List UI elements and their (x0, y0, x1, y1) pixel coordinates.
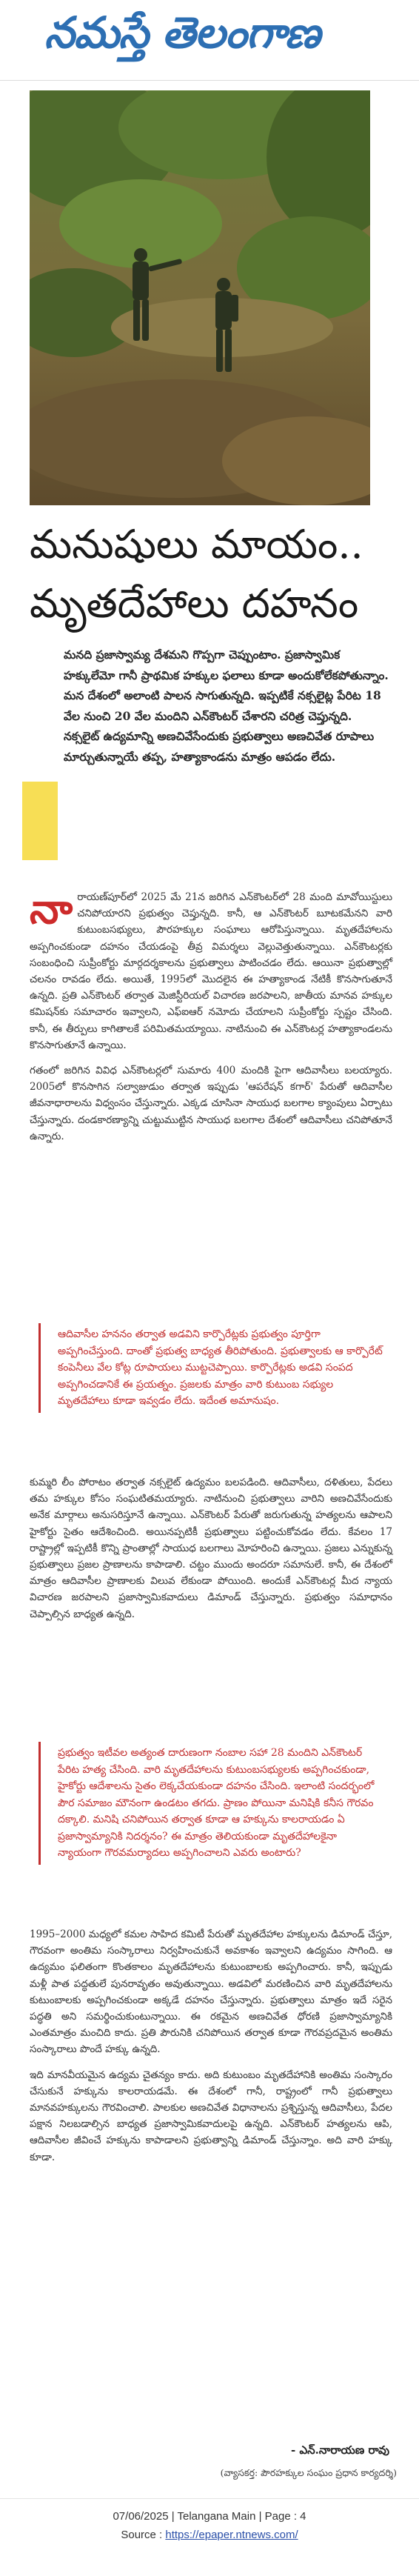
pull-quote-rule (38, 1323, 41, 1413)
masthead (0, 0, 419, 81)
paragraph-3: కుమ్మరి లీం పోరాటం తర్వాత నక్సలైట్ ఉద్యమం బలపడింది. ఆదివాసీలు, దళితులు, పేదలు తమ హక్కుల కోసం సంఘటితమయ్యారు. నాటినుంచి ప్రభుత్వాలు వారిని అణచివేసేందుకు అనేక మార్గాలు అనుసరిస్తూనే ఉన్నాయి. ఎన్‌కౌంటర్ పేరుతో జరుగుతున్న హత్యలను ఆపాలని హైకోర్టు సైతం ఆదేశించింది. అయినప్పటికీ ప్రభుత్వాలు పట్టించుకోవడం లేదు. కేవలం 17 రాష్ట్రాల్లో ఇప్పటికీ కొన్ని ప్రాంతాల్లో సాయుధ బలగాలు మోహరించి ఉన్నాయి. ప్రజలు ఎన్నుకున్న ప్రభుత్వాలు ప్రజల ప్రాణాలను కాపాడాలి. చట్టం ముందు అందరూ సమానులే. కానీ, ఈ దేశంలో మాత్రం ఆదివాసీల ప్రాణాలకు విలువ లేకుండా పోయింది. అందుకే ఎన్‌కౌంటర్ల మీద న్యాయ విచారణ జరపాలని ప్రజాస్వామికవాదులు డిమాండ్ చేస్తున్నారు. ప్రభుత్వం సమాధానం చెప్పాల్సిన బాధ్యత ఉన్నది. (30, 1477, 392, 1620)
headline-line-2: మృతదేహాలు దహనం (30, 580, 359, 627)
article-body-part-3 (30, 1926, 392, 2166)
paragraph-1 (30, 885, 392, 1054)
footer-divider (0, 2498, 419, 2499)
pull-quote-rule (38, 1742, 41, 1865)
source-link[interactable]: https://epaper.ntnews.com/ (165, 2529, 298, 2541)
paragraph-4: 1995–2000 మధ్యలో కమల సాహిద కమిటీ పేరుతో మృతదేహాల హక్కులను డిమాండ్ చేస్తూ, గౌరవంగా అంతిమ సంస్కారాలు నిర్వహించుకునే అవకాశం ఇవ్వాలని ఉద్యమం సాగింది. ఆ ఉద్యమం ఫలితంగా కొంతకాలం మృతదేహాలను కుటుంబాలకు అప్పగించారు. కానీ, ఇప్పుడు మళ్లీ పాత పద్ధతులే పునరావృతం అవుతున్నాయి. అడవిలో మరణించిన వారి మృతదేహాలను కుటుంబాలకు అప్పగించకుండా అక్కడే దహనం చేస్తున్నారు. ప్రభుత్వాలు మాత్రం ఇదే సరైన పద్ధతి అని సమర్థించుకుంటున్నాయి. ఈ రకమైన అణచివేత ధోరణి ప్రజాస్వామ్యానికి ఎంతమాత్రం మంచిది కాదు. ప్రతి పౌరునికి చనిపోయిన తర్వాత కూడా గౌరవప్రదమైన అంతిమ సంస్కారాలు పొందే హక్కు ఉన్నది. (30, 1928, 392, 2056)
headline (30, 515, 392, 633)
lead-highlight-bar (22, 782, 58, 860)
newspaper-logo: నమస్తే తెలంగాణ (44, 7, 320, 58)
paragraph-2: గతంలో జరిగిన వివిధ ఎన్‌కౌంటర్లలో సుమారు 400 మందికి పైగా ఆదివాసీలు బలయ్యారు. 2005లో కొనసాగిన సల్వాజుడుం తర్వాత ఇప్పుడు 'ఆపరేషన్ కగార్' పేరుతో ఆదివాసీల జీవనాధారాలను విధ్వంసం చేస్తున్నారు. ఎక్కడ చూసినా సాయుధ బలగాల క్యాంపులు ఏర్పాటు చేస్తున్నారు. దండకారణ్యాన్ని చుట్టుముట్టిన సాయుధ బలగాల దేశంలో ఆదివాసీలు చనిపోతూనే ఉన్నారు. (30, 1065, 392, 1142)
article-photo (30, 90, 370, 505)
footer-source-line (0, 2529, 419, 2541)
headline-line-1: మనుషులు మాయం.. (30, 521, 363, 568)
author-byline: - ఎన్.నారాయణ రావు (291, 2443, 389, 2457)
lead-paragraph: మనది ప్రజాస్వామ్య దేశమని గొప్పగా చెప్పుంటాం. ప్రజాస్వామిక హక్కులేమో గానీ ప్రాథమిక హక్కుల ఫలాలు కూడా అందుకోలేకపోతున్నాం. మన దేశంలో అలాంటి పాలన సాగుతున్నది. ఇప్పటికే నక్సలైట్ల పేరిట 18 వేల నుంచి 20 వేల మందిని ఎన్‌కౌంటర్ చేశారని చరిత్ర చెప్తున్నది. నక్సలైట్ ఉద్యమాన్ని అణచివేసేందుకు ప్రభుత్వాలు అణచివేత రూపాలు మార్చుతున్నాయే తప్ప, హత్యాకాండను మాత్రం ఆపడం లేదు. (64, 648, 389, 764)
dropcap: నా (30, 885, 73, 933)
article-body-part-2 (30, 1474, 392, 1623)
paragraph-5: ఇది మానవీయమైన ఉద్యమ చైతన్యం కాదు. అది కుటుంబం మృతదేహానికి అంతిమ సంస్కారం చేసుకునే హక్కును కాలరాయడమే. ఈ దేశంలో గానీ, రాష్ట్రంలో గానీ ప్రభుత్వాలు మానవహక్కులను గౌరవించాలి. పాలకుల అణచివేత విధానాలను ప్రశ్నిస్తున్న ఆదివాసీలు, పేదల పక్షాన నిలబడాల్సిన బాధ్యత ప్రజాస్వామికవాదులపై ఉన్నది. ఎన్‌కౌంటర్ హత్యలను ఆపి, ఆదివాసీల జీవించే హక్కును కాపాడాలని ప్రభుత్వాన్ని డిమాండ్ చేస్తున్నాం. అది వారి హక్కు కూడా. (30, 2069, 392, 2163)
author-note: (వ్యాసకర్త: పౌరహక్కుల సంఘం ప్రధాన కార్యదర్శి) (220, 2467, 397, 2478)
pull-quote-1 (38, 1319, 392, 1417)
pull-quote-1-text: ఆదివాసీల హననం తర్వాత అడవిని కార్పొరేట్లకు ప్రభుత్వం పూర్తిగా అప్పగించేస్తుంది. దాంతో ప్రభుత్వ బాధ్యత తీరిపోతుంది. ప్రభుత్వాలకు ఆ కార్పొరేట్ కంపెనీలు వేల కోట్ల రూపాయలు ముట్టచెప్పాయి. కార్పొరేట్లకు అడవి సంపద అప్పగించడానికే ఈ ప్రయత్నం. ప్రజలకు మాత్రం వారి కుటుంబ సభ్యుల మృతదేహాలు కూడా ఇవ్వడం లేదు. ఇదేంత అమానుషం. (58, 1328, 383, 1407)
pull-quote-2 (38, 1737, 392, 1869)
footer-source-label: Source : (121, 2529, 166, 2541)
paragraph-1-text: రాయణ్‌పూర్‌లో 2025 మే 21న జరిగిన ఎన్‌కౌంటర్‌లో 28 మంది మావోయిస్టులు చనిపోయారని ప్రభుత్వం చెప్తున్నది. కానీ, ఆ ఎన్‌కౌంటర్ బూటకమేనని వారి కుటుంబసభ్యులు, పౌరహక్కుల సంఘాలు ఆరోపిస్తున్నాయి. మృతదేహాలను అప్పగించకుండా దహనం చేయడంపై తీవ్ర విమర్శలు వెల్లువెత్తుతున్నాయి. ఎన్‌కౌంటర్లకు సంబంధించి సుప్రీంకోర్టు మార్గదర్శకాలను ప్రభుత్వాలు పాటించడం లేదు. ఆయినా ప్రభుత్వాల్లో చలనం రావడం లేదు. అయితే, 1995లో మొదలైన ఈ హత్యాకాండ నేటికీ కొనసాగుతూనే ఉన్నది. ప్రతి ఎన్‌కౌంటర్ తర్వాత మెజిస్టీరియల్ విచారణ జరపాలని, జాతీయ మానవ హక్కుల కమిషన్‌కు సమాచారం ఇవ్వాలని, ఎఫ్‌ఐఆర్ నమోదు చేయాలని సుప్రీంకోర్టు స్పష్టం చేసింది. కానీ, ఈ తీర్పులు కాగితాలకే పరిమితమయ్యాయి. నాటినుంచి ఈ ఎన్‌కౌంటర్ల హత్యాకాండలను కొనసాగుతూనే ఉన్నాయి. (30, 891, 392, 1051)
pull-quote-2-text: ప్రభుత్వం ఇటీవల అత్యంత దారుణంగా నంబాల సహా 28 మందిని ఎన్‌కౌంటర్ పేరిట హత్య చేసింది. వారి మృతదేహాలను కుటుంబసభ్యులకు అప్పగించకుండా, హైకోర్టు ఆదేశాలను సైతం లెక్కచేయకుండా దహనం చేసింది. ఇలాంటి సందర్భంలో పౌర సమాజం మౌనంగా ఉండటం తగదు. ప్రాణం పోయినా మనిషికి కనీస గౌరవం దక్కాలి. మనిషి చనిపోయిన తర్వాత కూడా ఆ హక్కును కాలరాయడం ఏ ప్రజాస్వామ్యానికి నిదర్శనం? ఈ మాత్రం తెలియకుండా మృతదేహాలకైనా న్యాయంగా గౌరవమర్యాదలు అప్పగించాలని ఎవరు అంటారు? (58, 1747, 375, 1859)
footer-date-line: 07/06/2025 | Telangana Main | Page : 4 (113, 2510, 306, 2523)
article-body-part-1 (30, 885, 392, 1145)
